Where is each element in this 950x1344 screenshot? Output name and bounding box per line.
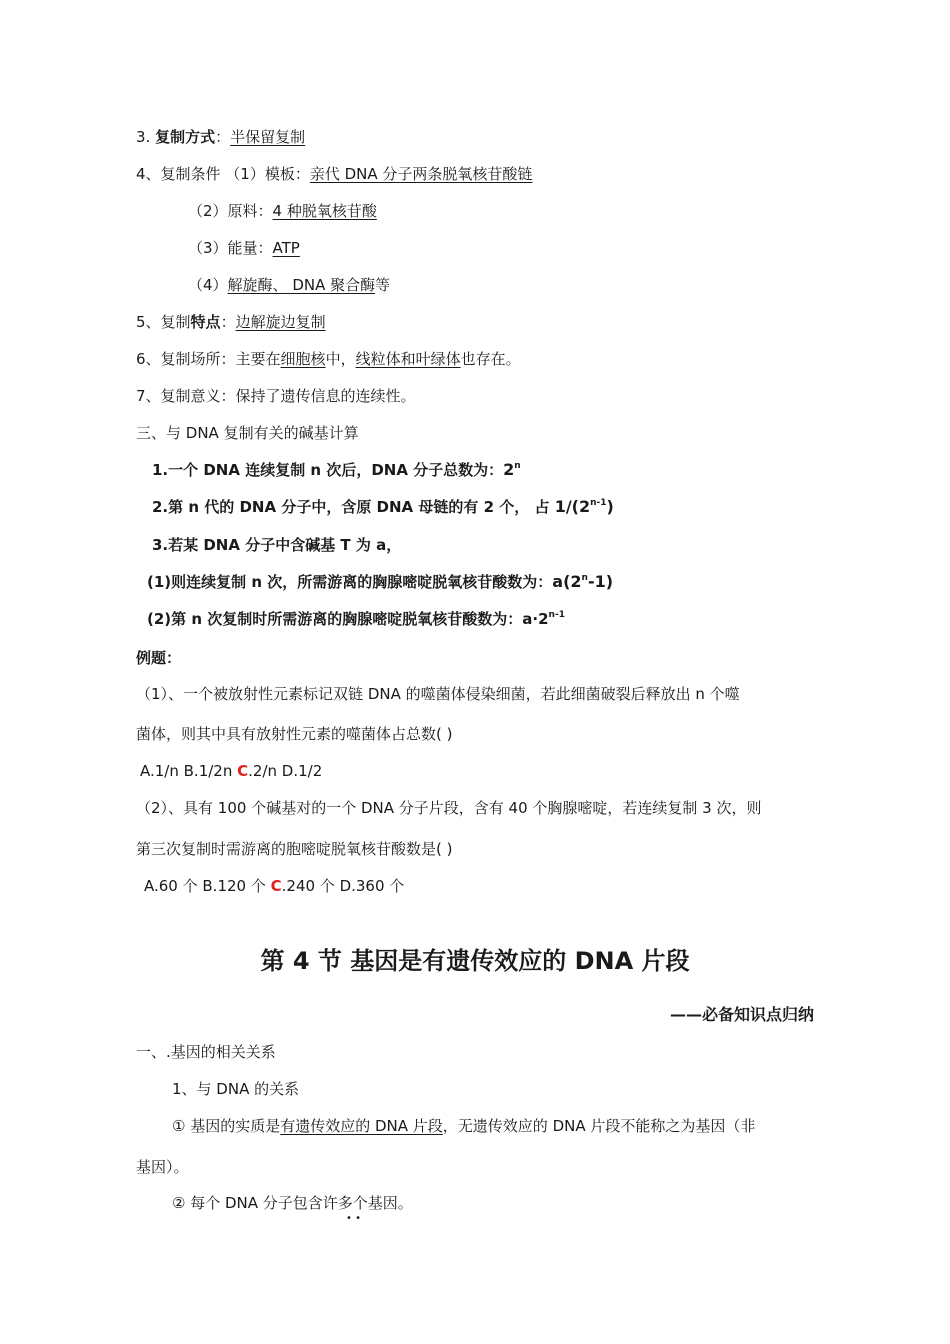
line-enzymes: （4）解旋酶、 DNA 聚合酶等 — [188, 276, 391, 294]
line-raw-material: （2）原料：4 种脱氧核苷酸 — [188, 202, 377, 220]
line-replication-mode: 3. 复制方式：半保留复制 — [136, 128, 306, 146]
gene-count-line: ② 每个 DNA 分子包含许多个基因。 — [172, 1194, 413, 1212]
line-location: 6、复制场所：主要在细胞核中，线粒体和叶绿体也存在。 — [136, 350, 521, 368]
gene-essence-line-2: 基因）。 — [136, 1158, 189, 1176]
emphasis-dots: • • — [346, 1213, 361, 1224]
example-2-line-2: 第三次复制时需游离的胞嘧啶脱氧核苷酸数是( ) — [136, 840, 453, 858]
section-title: 第 4 节 基因是有遗传效应的 DNA 片段 — [260, 947, 690, 975]
formula-continuous: (1)则连续复制 n 次，所需游离的胸腺嘧啶脱氧核苷酸数为：a(2$^n$-1) — [147, 572, 614, 591]
gene-dna-relation: 1、与 DNA 的关系 — [172, 1080, 300, 1098]
example-2-options: A.60 个 B.120 个 C.240 个 D.360 个 — [144, 877, 405, 895]
section-subtitle: ——必备知识点归纳 — [669, 1005, 814, 1024]
example-heading: 例题： — [136, 649, 182, 667]
line-significance: 7、复制意义：保持了遗传信息的连续性。 — [136, 387, 416, 405]
line-energy: （3）能量：ATP — [188, 239, 300, 257]
formula-condition: 3.若某 DNA 分子中含碱基 T 为 a， — [152, 536, 402, 554]
formula-total-dna: 1.一个 DNA 连续复制 n 次后，DNA 分子总数为：2$^n$ — [152, 460, 521, 479]
formula-nth-replication: (2)第 n 次复制时所需游离的胸腺嘧啶脱氧核苷酸数为：$a\cdot 2^{n-1}$ — [147, 610, 565, 628]
formula-parent-strand: 2.第 n 代的 DNA 分子中，含原 DNA 母链的有 2 个， 占 1/(2$^{n-1}$) — [152, 497, 614, 516]
example-2-line-1: （2）、具有 100 个碱基对的一个 DNA 分子片段，含有 40 个胸腺嘧啶，若连续复制 3 次，则 — [136, 799, 762, 817]
gene-relations-heading: 一、.基因的相关关系 — [136, 1043, 276, 1061]
example-1-line-2: 菌体，则其中具有放射性元素的噬菌体占总数( ) — [136, 725, 453, 743]
section-heading-base-calc: 三、与 DNA 复制有关的碱基计算 — [136, 424, 359, 442]
example-1-options: A.1/n B.1/2n C.2/n D.1/2 — [140, 762, 323, 780]
line-features: 5、复制特点：边解旋边复制 — [136, 313, 326, 331]
example-1-line-1: （1）、一个被放射性元素标记双链 DNA 的噬菌体侵染细菌，若此细菌破裂后释放出 n 个噬 — [136, 685, 740, 703]
gene-essence-line-1: ① 基因的实质是有遗传效应的 DNA 片段，无遗传效应的 DNA 片段不能称之为基因（非 — [172, 1117, 756, 1135]
line-replication-template: 4、复制条件 （1）模板：亲代 DNA 分子两条脱氧核苷酸链 — [136, 165, 533, 183]
